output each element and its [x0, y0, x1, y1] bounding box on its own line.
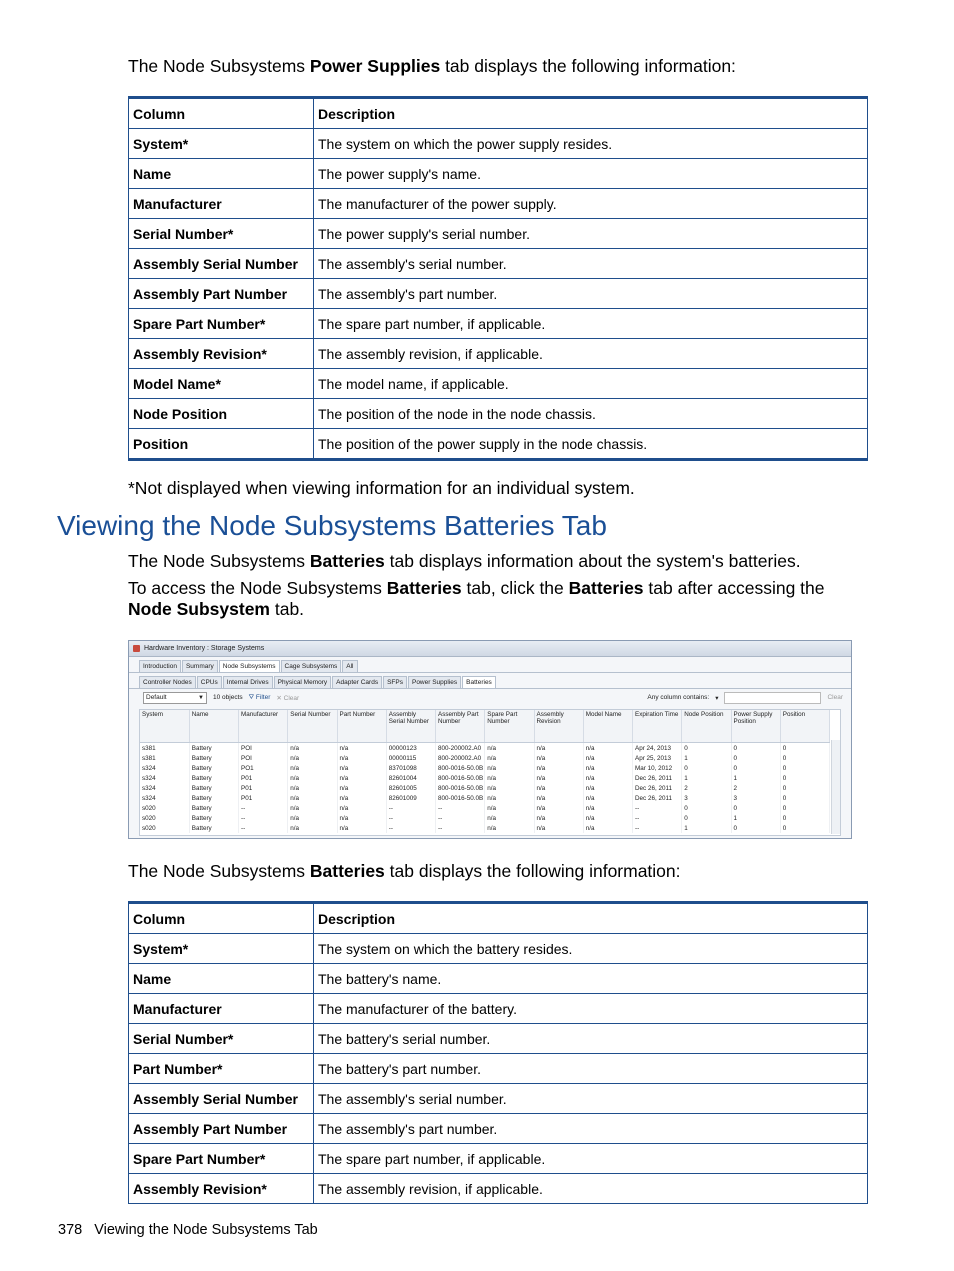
- grid-cell: n/a: [288, 773, 337, 783]
- batteries-grid: [139, 709, 841, 836]
- column-name-cell: Model Name*: [129, 369, 314, 399]
- text: tab, click the: [461, 578, 569, 598]
- tab-adapter-cards[interactable]: Adapter Cards: [332, 676, 382, 688]
- grid-cell: --: [386, 823, 435, 833]
- grid-cell: 1: [731, 813, 780, 823]
- grid-row[interactable]: [140, 783, 830, 793]
- grid-cell: 82601005: [386, 783, 435, 793]
- grid-cell: n/a: [485, 763, 534, 773]
- description-cell: The model name, if applicable.: [314, 369, 868, 399]
- grid-cell: 0: [682, 813, 731, 823]
- table-row: [129, 339, 868, 369]
- grid-cell: n/a: [485, 743, 534, 754]
- grid-cell: Dec 26, 2011: [633, 793, 682, 803]
- clear-label: Clear: [283, 694, 300, 702]
- access-instructions: [128, 578, 848, 620]
- grid-cell: n/a: [288, 753, 337, 763]
- table-row: [129, 964, 868, 994]
- description-cell: The assembly's serial number.: [314, 249, 868, 279]
- grid-cell: 800-0016-50.0B: [436, 793, 485, 803]
- column-name-cell: Name: [129, 964, 314, 994]
- grid-cell: Battery: [189, 813, 238, 823]
- tab-node-subsystems[interactable]: Node Subsystems: [219, 660, 280, 672]
- description-cell: The system on which the power supply resides.: [314, 129, 868, 159]
- any-column-label: Any column contains:: [647, 694, 710, 701]
- grid-cell: n/a: [337, 803, 386, 813]
- grid-cell: Dec 26, 2011: [633, 783, 682, 793]
- grid-cell: s324: [140, 783, 189, 793]
- description-header: Description: [314, 98, 868, 129]
- grid-cell: n/a: [288, 803, 337, 813]
- grid-cell: n/a: [288, 823, 337, 833]
- column-name-cell: Part Number*: [129, 1054, 314, 1084]
- grid-cell: n/a: [485, 813, 534, 823]
- table-row: [129, 399, 868, 429]
- grid-cell: n/a: [288, 743, 337, 754]
- intro-bold: Power Supplies: [309, 56, 441, 76]
- grid-cell: n/a: [485, 803, 534, 813]
- column-name-cell: Node Position: [129, 399, 314, 429]
- grid-cell: s020: [140, 823, 189, 833]
- grid-cell: s020: [140, 813, 189, 823]
- grid-cell: Battery: [189, 823, 238, 833]
- column-name-cell: System*: [129, 934, 314, 964]
- grid-cell: 2: [682, 783, 731, 793]
- batteries-table: [128, 901, 868, 1204]
- grid-cell: 1: [682, 773, 731, 783]
- intro-text: tab displays the following information:: [440, 56, 736, 76]
- grid-cell: n/a: [583, 783, 632, 793]
- grid-cell: --: [239, 803, 288, 813]
- grid-cell: P01: [239, 773, 288, 783]
- text: The Node Subsystems: [128, 861, 310, 881]
- tab-sfps[interactable]: SFPs: [383, 676, 407, 688]
- tab-internal-drives[interactable]: Internal Drives: [223, 676, 273, 688]
- grid-cell: 0: [731, 763, 780, 773]
- grid-cell: n/a: [485, 793, 534, 803]
- description-cell: The battery's serial number.: [314, 1024, 868, 1054]
- grid-cell: Battery: [189, 773, 238, 783]
- grid-row[interactable]: [140, 823, 830, 833]
- column-name-cell: Position: [129, 429, 314, 460]
- table-row: [129, 129, 868, 159]
- grid-cell: n/a: [288, 783, 337, 793]
- grid-cell: 0: [780, 803, 829, 813]
- grid-cell: Apr 25, 2013: [633, 753, 682, 763]
- column-name-cell: Assembly Serial Number: [129, 249, 314, 279]
- grid-row[interactable]: [140, 773, 830, 783]
- grid-toolbar: [129, 689, 851, 706]
- description-cell: The assembly revision, if applicable.: [314, 339, 868, 369]
- table-row: [129, 309, 868, 339]
- description-cell: The assembly's serial number.: [314, 1084, 868, 1114]
- tab-controller-nodes[interactable]: Controller Nodes: [139, 676, 196, 688]
- grid-cell: n/a: [534, 753, 583, 763]
- description-cell: The position of the node in the node chassis.: [314, 399, 868, 429]
- grid-cell: s381: [140, 743, 189, 754]
- grid-cell: P01: [239, 783, 288, 793]
- grid-cell: --: [386, 803, 435, 813]
- grid-cell: --: [239, 823, 288, 833]
- grid-row[interactable]: [140, 803, 830, 813]
- grid-cell: Battery: [189, 753, 238, 763]
- grid-column-header[interactable]: Assembly Serial Number: [386, 710, 435, 743]
- grid-cell: s324: [140, 763, 189, 773]
- grid-column-header[interactable]: Assembly Part Number: [436, 710, 485, 743]
- bold-text: Batteries: [309, 551, 385, 571]
- description-cell: The spare part number, if applicable.: [314, 1144, 868, 1174]
- grid-cell: 82601009: [386, 793, 435, 803]
- column-header: Column: [129, 98, 314, 129]
- table-row: [129, 159, 868, 189]
- text: To access the Node Subsystems: [128, 578, 387, 598]
- grid-cell: n/a: [534, 773, 583, 783]
- tab-all[interactable]: All: [342, 660, 357, 672]
- tab-batteries[interactable]: Batteries: [462, 676, 496, 688]
- grid-cell: n/a: [337, 783, 386, 793]
- grid-cell: PO1: [239, 763, 288, 773]
- main-tabs: [129, 657, 851, 673]
- text: tab after accessing the: [643, 578, 825, 598]
- grid-cell: --: [436, 803, 485, 813]
- description-cell: The position of the power supply in the node chassis.: [314, 429, 868, 460]
- table-row: [129, 189, 868, 219]
- description-cell: The spare part number, if applicable.: [314, 309, 868, 339]
- description-cell: The manufacturer of the power supply.: [314, 189, 868, 219]
- grid-column-header[interactable]: System: [140, 710, 189, 743]
- grid-cell: Battery: [189, 783, 238, 793]
- grid-cell: 0: [731, 743, 780, 754]
- grid-cell: n/a: [583, 763, 632, 773]
- object-count: 10 objects: [213, 694, 243, 701]
- grid-cell: s020: [140, 803, 189, 813]
- grid-cell: n/a: [485, 753, 534, 763]
- grid-cell: s324: [140, 773, 189, 783]
- description-cell: The battery's part number.: [314, 1054, 868, 1084]
- batteries-screenshot: [128, 640, 852, 839]
- column-name-cell: Assembly Part Number: [129, 1114, 314, 1144]
- grid-cell: s324: [140, 793, 189, 803]
- grid-row[interactable]: [140, 753, 830, 763]
- column-name-cell: Assembly Revision*: [129, 1174, 314, 1204]
- grid-cell: 0: [780, 813, 829, 823]
- column-name-cell: Spare Part Number*: [129, 309, 314, 339]
- grid-cell: n/a: [485, 783, 534, 793]
- grid-cell: n/a: [288, 793, 337, 803]
- grid-cell: 800-0016-50.0B: [436, 763, 485, 773]
- vertical-scrollbar[interactable]: [831, 740, 840, 834]
- clear-filter-button[interactable]: ✕ Clear: [276, 694, 300, 702]
- grid-cell: n/a: [337, 823, 386, 833]
- grid-cell: n/a: [583, 813, 632, 823]
- grid-cell: 0: [780, 763, 829, 773]
- column-name-cell: Assembly Revision*: [129, 339, 314, 369]
- grid-cell: 0: [731, 823, 780, 833]
- column-name-cell: System*: [129, 129, 314, 159]
- grid-cell: n/a: [583, 753, 632, 763]
- table-row: [129, 1054, 868, 1084]
- grid-cell: --: [386, 813, 435, 823]
- app-icon: [133, 645, 140, 652]
- grid-cell: Battery: [189, 743, 238, 754]
- section-heading: Viewing the Node Subsystems Batteries Tab: [57, 510, 607, 541]
- table-row: [129, 279, 868, 309]
- column-name-cell: Name: [129, 159, 314, 189]
- grid-cell: Battery: [189, 803, 238, 813]
- grid-cell: Battery: [189, 793, 238, 803]
- grid-cell: n/a: [337, 753, 386, 763]
- grid-cell: n/a: [583, 823, 632, 833]
- grid-cell: n/a: [337, 813, 386, 823]
- description-cell: The battery's name.: [314, 964, 868, 994]
- grid-cell: 83701098: [386, 763, 435, 773]
- grid-column-header[interactable]: Assembly Revision: [534, 710, 583, 743]
- grid-cell: Battery: [189, 763, 238, 773]
- grid-cell: 0: [731, 803, 780, 813]
- grid-cell: 3: [731, 793, 780, 803]
- grid-cell: Apr 24, 2013: [633, 743, 682, 754]
- description-cell: The system on which the battery resides.: [314, 934, 868, 964]
- sub-tabs: [129, 673, 851, 689]
- grid-column-header[interactable]: Node Position: [682, 710, 731, 743]
- grid-cell: n/a: [288, 763, 337, 773]
- grid-cell: 2: [731, 783, 780, 793]
- batteries-intro: [128, 551, 801, 572]
- grid-cell: 1: [731, 773, 780, 783]
- grid-column-header[interactable]: Expiration Time: [633, 710, 682, 743]
- grid-cell: 00000115: [386, 753, 435, 763]
- grid-cell: n/a: [534, 813, 583, 823]
- intro-power-supplies: [128, 56, 736, 77]
- grid-cell: 82601004: [386, 773, 435, 783]
- text: The Node Subsystems: [128, 551, 310, 571]
- table-row: [129, 934, 868, 964]
- footer-title: Viewing the Node Subsystems Tab: [94, 1222, 318, 1238]
- grid-cell: 0: [682, 743, 731, 754]
- bold-text: Batteries: [309, 861, 385, 881]
- filter-select[interactable]: [143, 692, 207, 704]
- grid-row[interactable]: [140, 793, 830, 803]
- column-header: Column: [129, 903, 314, 934]
- grid-cell: --: [436, 813, 485, 823]
- grid-cell: --: [633, 823, 682, 833]
- grid-cell: 1: [682, 753, 731, 763]
- column-name-cell: Assembly Serial Number: [129, 1084, 314, 1114]
- grid-row[interactable]: [140, 763, 830, 773]
- table-row: [129, 994, 868, 1024]
- grid-cell: s381: [140, 753, 189, 763]
- filter-button[interactable]: ⛛ Filter: [248, 693, 271, 701]
- window-titlebar: [129, 641, 851, 657]
- grid-cell: --: [436, 823, 485, 833]
- table-row: [129, 1174, 868, 1204]
- grid-column-header[interactable]: Part Number: [337, 710, 386, 743]
- grid-cell: n/a: [534, 743, 583, 754]
- grid-column-header[interactable]: Model Name: [583, 710, 632, 743]
- column-name-cell: Serial Number*: [129, 219, 314, 249]
- grid-cell: n/a: [485, 773, 534, 783]
- grid-column-header[interactable]: Serial Number: [288, 710, 337, 743]
- description-cell: The assembly's part number.: [314, 279, 868, 309]
- chevron-down-icon: ▼: [198, 694, 204, 701]
- tab-physical-memory[interactable]: Physical Memory: [274, 676, 331, 688]
- footnote: *Not displayed when viewing information for an individual system.: [128, 478, 635, 498]
- column-name-cell: Assembly Part Number: [129, 279, 314, 309]
- grid-cell: --: [239, 813, 288, 823]
- grid-cell: 800-200002.A0: [436, 753, 485, 763]
- grid-cell: 0: [780, 743, 829, 754]
- filter-select-value: Default: [146, 693, 167, 701]
- filter-label: Filter: [255, 693, 271, 701]
- grid-cell: n/a: [337, 743, 386, 754]
- bold-text: Batteries: [568, 578, 644, 598]
- grid-cell: 3: [682, 793, 731, 803]
- grid-column-header[interactable]: Manufacturer: [239, 710, 288, 743]
- grid-cell: n/a: [288, 813, 337, 823]
- grid-cell: n/a: [534, 803, 583, 813]
- description-cell: The manufacturer of the battery.: [314, 994, 868, 1024]
- grid-cell: Dec 26, 2011: [633, 773, 682, 783]
- grid-cell: P01: [239, 793, 288, 803]
- grid-cell: n/a: [337, 763, 386, 773]
- grid-cell: n/a: [534, 823, 583, 833]
- grid-cell: 1: [682, 823, 731, 833]
- grid-cell: 800-200002.A0: [436, 743, 485, 754]
- grid-cell: n/a: [485, 823, 534, 833]
- grid-cell: n/a: [534, 763, 583, 773]
- tab-summary[interactable]: Summary: [182, 660, 218, 672]
- description-cell: The assembly's part number.: [314, 1114, 868, 1144]
- page-number: 378: [58, 1222, 83, 1238]
- tab-power-supplies[interactable]: Power Supplies: [408, 676, 461, 688]
- grid-row[interactable]: [140, 743, 830, 754]
- grid-cell: n/a: [583, 743, 632, 754]
- column-name-cell: Manufacturer: [129, 994, 314, 1024]
- grid-cell: POI: [239, 743, 288, 754]
- grid-cell: 0: [682, 763, 731, 773]
- grid-cell: 800-0016-50.0B: [436, 773, 485, 783]
- bold-text: Node Subsystem: [128, 599, 270, 619]
- intro-text: The Node Subsystems: [128, 56, 310, 76]
- grid-cell: n/a: [337, 793, 386, 803]
- page-footer: [58, 1222, 318, 1238]
- column-name-cell: Spare Part Number*: [129, 1144, 314, 1174]
- tab-introduction[interactable]: Introduction: [139, 660, 181, 672]
- text: tab displays the following information:: [384, 861, 681, 881]
- grid-cell: 0: [682, 803, 731, 813]
- grid-cell: --: [633, 803, 682, 813]
- intro-batteries-table: [128, 861, 681, 882]
- column-name-cell: Serial Number*: [129, 1024, 314, 1054]
- description-cell: The assembly revision, if applicable.: [314, 1174, 868, 1204]
- table-row: [129, 1024, 868, 1054]
- table-row: [129, 369, 868, 399]
- grid-column-header[interactable]: Name: [189, 710, 238, 743]
- grid-cell: n/a: [583, 803, 632, 813]
- column-name-cell: Manufacturer: [129, 189, 314, 219]
- grid-cell: 0: [780, 753, 829, 763]
- grid-column-header[interactable]: Power Supply Position: [731, 710, 780, 743]
- table-row: [129, 219, 868, 249]
- description-cell: The power supply's name.: [314, 159, 868, 189]
- description-header: Description: [314, 903, 868, 934]
- grid-cell: n/a: [583, 793, 632, 803]
- text: tab displays information about the system's batteries.: [384, 551, 801, 571]
- power-supplies-table: [128, 96, 868, 461]
- grid-cell: 0: [780, 793, 829, 803]
- grid-cell: 0: [780, 773, 829, 783]
- table-row: [129, 249, 868, 279]
- tab-cage-subsystems[interactable]: Cage Subsystems: [281, 660, 342, 672]
- grid-cell: n/a: [583, 773, 632, 783]
- table-row: [129, 429, 868, 460]
- clear-search-button[interactable]: Clear: [827, 694, 843, 701]
- grid-cell: POI: [239, 753, 288, 763]
- grid-cell: --: [633, 813, 682, 823]
- grid-column-header[interactable]: Spare Part Number: [485, 710, 534, 743]
- grid-row[interactable]: [140, 813, 830, 823]
- grid-cell: 00000123: [386, 743, 435, 754]
- grid-cell: 0: [731, 753, 780, 763]
- description-cell: The power supply's serial number.: [314, 219, 868, 249]
- grid-column-header[interactable]: Position: [780, 710, 829, 743]
- text: tab.: [269, 599, 305, 619]
- search-input[interactable]: [724, 692, 821, 704]
- table-row: [129, 1144, 868, 1174]
- grid-cell: n/a: [337, 773, 386, 783]
- window-title: Hardware Inventory : Storage Systems: [144, 645, 265, 652]
- grid-cell: 800-0016-50.0B: [436, 783, 485, 793]
- grid-cell: 0: [780, 783, 829, 793]
- grid-cell: n/a: [534, 793, 583, 803]
- bold-text: Batteries: [386, 578, 462, 598]
- table-row: [129, 1084, 868, 1114]
- chevron-down-icon[interactable]: ▾: [715, 694, 719, 702]
- tab-cpus[interactable]: CPUs: [197, 676, 222, 688]
- grid-cell: 0: [780, 823, 829, 833]
- table-row: [129, 1114, 868, 1144]
- grid-cell: n/a: [534, 783, 583, 793]
- grid-cell: Mar 10, 2012: [633, 763, 682, 773]
